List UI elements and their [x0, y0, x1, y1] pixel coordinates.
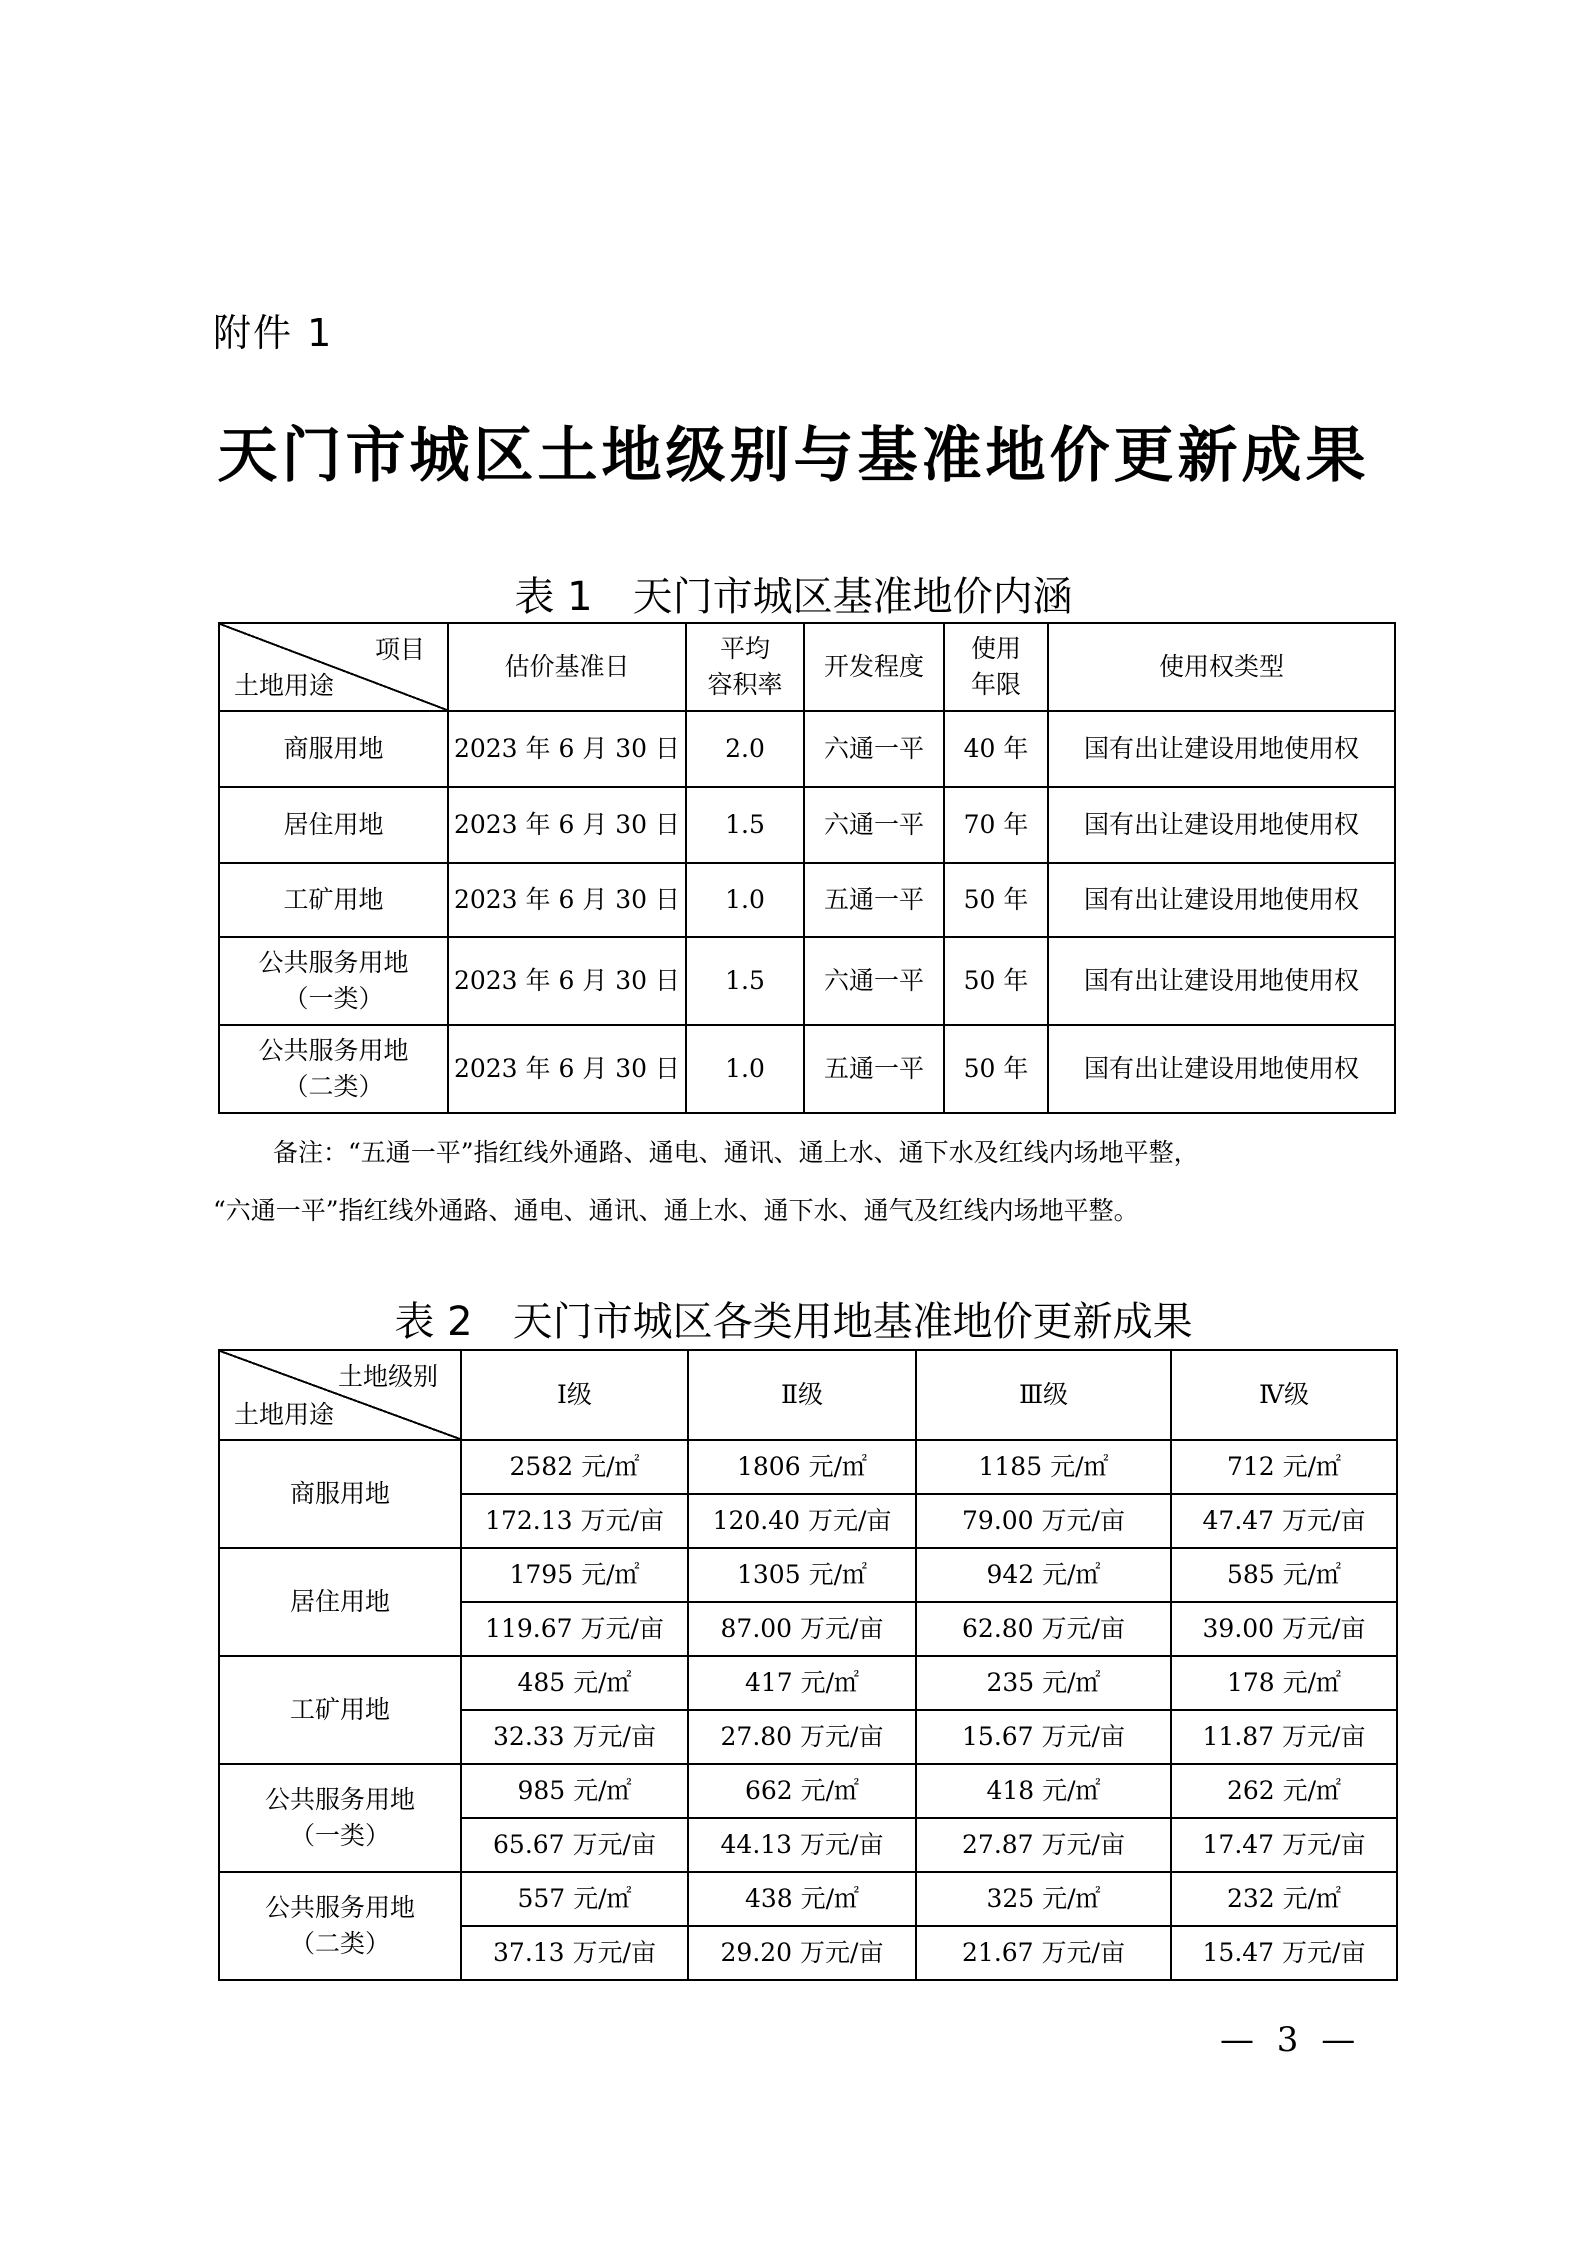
- table1-column-header: [448, 623, 686, 711]
- corner-label-land-use: 土地用途: [234, 670, 335, 700]
- column-header-line: 使用: [970, 633, 1021, 663]
- land-use-line: 商服用地: [283, 733, 384, 763]
- land-use-line: 工矿用地: [289, 1694, 390, 1724]
- price-per-sqm-cell: 262 元/㎡: [1171, 1764, 1397, 1818]
- land-use-cell: [219, 1548, 461, 1656]
- valuation-date-cell: 2023 年 6 月 30 日: [448, 711, 686, 787]
- price-per-mu-cell: 120.40 万元/亩: [688, 1494, 916, 1548]
- price-per-mu-cell: 172.13 万元/亩: [461, 1494, 688, 1548]
- table1-column-header: [804, 623, 944, 711]
- use-term-cell: 50 年: [944, 1025, 1048, 1113]
- land-use-line: 公共服务用地: [264, 1892, 415, 1922]
- price-per-sqm-cell: 942 元/㎡: [916, 1548, 1171, 1602]
- price-per-mu-cell: 17.47 万元/亩: [1171, 1818, 1397, 1872]
- development-level-cell: 五通一平: [804, 863, 944, 937]
- development-level-cell: 六通一平: [804, 937, 944, 1025]
- table2-row: [219, 1764, 1397, 1818]
- price-per-mu-cell: 15.67 万元/亩: [916, 1710, 1171, 1764]
- use-term-cell: 50 年: [944, 937, 1048, 1025]
- land-use-line: 居住用地: [289, 1586, 390, 1616]
- table2-row: [219, 1548, 1397, 1602]
- column-header-line: 年限: [970, 670, 1021, 699]
- land-level-header: Ⅳ级: [1171, 1350, 1397, 1440]
- note-line-1: 备注：“五通一平”指红线外通路、通电、通讯、通上水、通下水及红线内场地平整，: [273, 1138, 1199, 1167]
- price-per-mu-cell: 62.80 万元/亩: [916, 1602, 1171, 1656]
- price-per-sqm-cell: 485 元/㎡: [461, 1656, 688, 1710]
- land-level-header: Ⅰ级: [461, 1350, 688, 1440]
- price-per-mu-cell: 27.80 万元/亩: [688, 1710, 916, 1764]
- land-use-line: （二类）: [289, 1929, 390, 1958]
- table2-corner-header: [219, 1350, 461, 1440]
- corner-label-item: 项目: [374, 635, 425, 664]
- price-per-mu-cell: 47.47 万元/亩: [1171, 1494, 1397, 1548]
- land-use-line: （一类）: [283, 984, 384, 1013]
- development-level-cell: 六通一平: [804, 711, 944, 787]
- price-per-mu-cell: 37.13 万元/亩: [461, 1926, 688, 1980]
- development-level-cell: 六通一平: [804, 787, 944, 863]
- price-per-mu-cell: 79.00 万元/亩: [916, 1494, 1171, 1548]
- table2-row: [219, 1656, 1397, 1710]
- land-use-cell: [219, 1025, 448, 1113]
- price-per-mu-cell: 15.47 万元/亩: [1171, 1926, 1397, 1980]
- column-header-line: 估价基准日: [504, 651, 630, 681]
- price-per-sqm-cell: 178 元/㎡: [1171, 1656, 1397, 1710]
- right-type-cell: 国有出让建设用地使用权: [1048, 863, 1395, 937]
- price-per-sqm-cell: 417 元/㎡: [688, 1656, 916, 1710]
- development-level-cell: 五通一平: [804, 1025, 944, 1113]
- land-use-cell: [219, 1440, 461, 1548]
- column-header-line: 平均: [719, 633, 770, 663]
- land-use-line: 公共服务用地: [258, 1035, 409, 1065]
- floor-area-ratio-cell: 1.0: [686, 1025, 804, 1113]
- column-header-line: 开发程度: [823, 651, 924, 681]
- price-per-sqm-cell: 985 元/㎡: [461, 1764, 688, 1818]
- table1-row: [219, 787, 1395, 863]
- table2-row: [219, 1872, 1397, 1926]
- page-title: 天门市城区土地级别与基准地价更新成果: [217, 421, 1370, 491]
- table1-row: [219, 863, 1395, 937]
- price-per-mu-cell: 11.87 万元/亩: [1171, 1710, 1397, 1764]
- price-per-sqm-cell: 1795 元/㎡: [461, 1548, 688, 1602]
- page-number: — 3 —: [1220, 2020, 1362, 2060]
- price-per-sqm-cell: 438 元/㎡: [688, 1872, 916, 1926]
- land-use-line: 公共服务用地: [264, 1784, 415, 1814]
- price-per-sqm-cell: 232 元/㎡: [1171, 1872, 1397, 1926]
- price-per-sqm-cell: 235 元/㎡: [916, 1656, 1171, 1710]
- table2-title: 表 2 天门市城区各类用地基准地价更新成果: [394, 1299, 1193, 1345]
- price-per-mu-cell: 119.67 万元/亩: [461, 1602, 688, 1656]
- price-per-mu-cell: 44.13 万元/亩: [688, 1818, 916, 1872]
- land-use-line: 公共服务用地: [258, 947, 409, 977]
- table1-title: 表 1 天门市城区基准地价内涵: [514, 574, 1073, 620]
- table2-row: [219, 1440, 1397, 1494]
- floor-area-ratio-cell: 1.5: [686, 937, 804, 1025]
- land-use-cell: [219, 711, 448, 787]
- price-per-sqm-cell: 1185 元/㎡: [916, 1440, 1171, 1494]
- table1-column-header: [944, 623, 1048, 711]
- attachment-label: 附件 1: [213, 311, 334, 355]
- land-use-line: 工矿用地: [283, 884, 384, 914]
- land-use-cell: [219, 1656, 461, 1764]
- land-use-line: （一类）: [289, 1821, 390, 1850]
- price-per-sqm-cell: 1305 元/㎡: [688, 1548, 916, 1602]
- right-type-cell: 国有出让建设用地使用权: [1048, 787, 1395, 863]
- valuation-date-cell: 2023 年 6 月 30 日: [448, 787, 686, 863]
- use-term-cell: 70 年: [944, 787, 1048, 863]
- price-per-sqm-cell: 662 元/㎡: [688, 1764, 916, 1818]
- price-per-mu-cell: 65.67 万元/亩: [461, 1818, 688, 1872]
- price-per-mu-cell: 32.33 万元/亩: [461, 1710, 688, 1764]
- land-use-cell: [219, 937, 448, 1025]
- right-type-cell: 国有出让建设用地使用权: [1048, 1025, 1395, 1113]
- land-use-cell: [219, 787, 448, 863]
- price-per-mu-cell: 29.20 万元/亩: [688, 1926, 916, 1980]
- use-term-cell: 50 年: [944, 863, 1048, 937]
- column-header-line: 使用权类型: [1158, 651, 1284, 681]
- table1-row: [219, 711, 1395, 787]
- land-use-cell: [219, 1872, 461, 1980]
- table2-base-price-results: [218, 1349, 1398, 1981]
- note-line-2: “六通一平”指红线外通路、通电、通讯、通上水、通下水、通气及红线内场地平整。: [213, 1196, 1139, 1225]
- table1-row: [219, 1025, 1395, 1113]
- land-level-header: Ⅱ级: [688, 1350, 916, 1440]
- price-per-sqm-cell: 585 元/㎡: [1171, 1548, 1397, 1602]
- floor-area-ratio-cell: 1.0: [686, 863, 804, 937]
- price-per-sqm-cell: 325 元/㎡: [916, 1872, 1171, 1926]
- table1-column-header: [1048, 623, 1395, 711]
- land-use-line: （二类）: [283, 1072, 384, 1101]
- price-per-sqm-cell: 2582 元/㎡: [461, 1440, 688, 1494]
- land-use-cell: [219, 1764, 461, 1872]
- use-term-cell: 40 年: [944, 711, 1048, 787]
- price-per-mu-cell: 27.87 万元/亩: [916, 1818, 1171, 1872]
- right-type-cell: 国有出让建设用地使用权: [1048, 711, 1395, 787]
- corner-label-land-use: 土地用途: [234, 1399, 335, 1429]
- valuation-date-cell: 2023 年 6 月 30 日: [448, 863, 686, 937]
- price-per-mu-cell: 87.00 万元/亩: [688, 1602, 916, 1656]
- price-per-sqm-cell: 712 元/㎡: [1171, 1440, 1397, 1494]
- table1-column-header: [686, 623, 804, 711]
- table1-row: [219, 937, 1395, 1025]
- valuation-date-cell: 2023 年 6 月 30 日: [448, 937, 686, 1025]
- land-use-cell: [219, 863, 448, 937]
- table1-corner-header: [219, 623, 448, 711]
- right-type-cell: 国有出让建设用地使用权: [1048, 937, 1395, 1025]
- price-per-mu-cell: 39.00 万元/亩: [1171, 1602, 1397, 1656]
- land-use-line: 商服用地: [289, 1478, 390, 1508]
- corner-label-land-level: 土地级别: [337, 1362, 438, 1391]
- floor-area-ratio-cell: 1.5: [686, 787, 804, 863]
- price-per-sqm-cell: 1806 元/㎡: [688, 1440, 916, 1494]
- price-per-mu-cell: 21.67 万元/亩: [916, 1926, 1171, 1980]
- column-header-line: 容积率: [707, 670, 783, 699]
- land-use-line: 居住用地: [283, 809, 384, 839]
- price-per-sqm-cell: 418 元/㎡: [916, 1764, 1171, 1818]
- floor-area-ratio-cell: 2.0: [686, 711, 804, 787]
- valuation-date-cell: 2023 年 6 月 30 日: [448, 1025, 686, 1113]
- land-level-header: Ⅲ级: [916, 1350, 1171, 1440]
- price-per-sqm-cell: 557 元/㎡: [461, 1872, 688, 1926]
- table1-note: [213, 1124, 1393, 1240]
- table1-base-price-definition: [218, 622, 1396, 1114]
